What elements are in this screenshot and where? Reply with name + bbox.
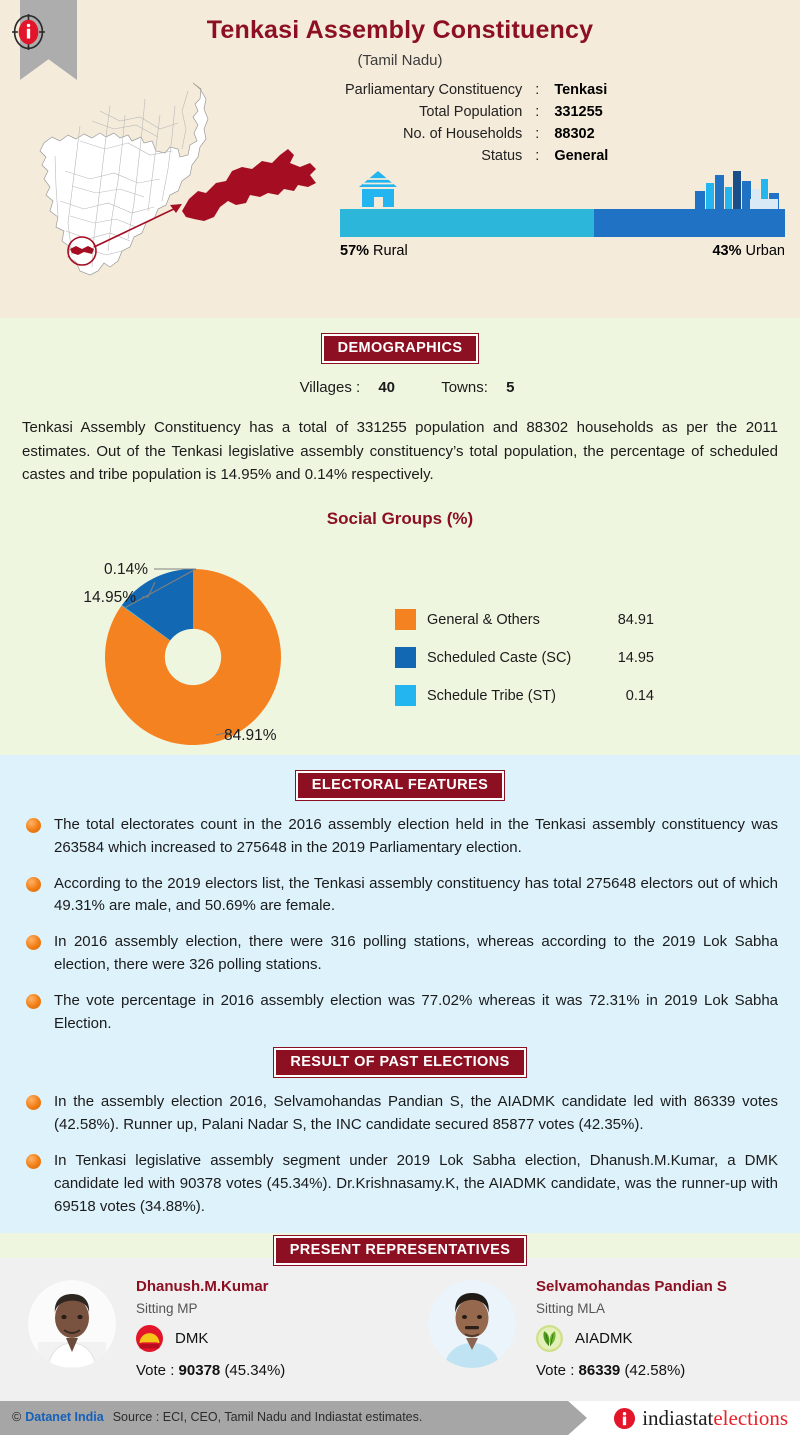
- tamil-nadu-map-svg: [10, 71, 330, 286]
- fact-row: [345, 123, 608, 145]
- info-marker-icon: [12, 14, 45, 50]
- footer-credits: [12, 1410, 422, 1424]
- house-icon: [350, 169, 406, 209]
- party-name: DMK: [175, 1330, 209, 1347]
- list-item: [22, 814, 778, 860]
- facts-table: [345, 79, 795, 167]
- donut-chart-svg: [28, 535, 368, 763]
- villages-towns-row: [0, 379, 800, 396]
- page-title: Tenkasi Assembly Constituency: [206, 16, 594, 44]
- demographics-paragraph: Tenkasi Assembly Constituency has a total of 331255 population and 88302 households as per the 2011 estimates. Out of the Tenkasi legislative assembly constituency’s total population, the percentage of scheduled castes and tribe population is 14.95% and 0.14% respectively.: [22, 419, 778, 484]
- rural-label: 57% Rural: [340, 243, 408, 259]
- representative-name: Dhanush.M.Kumar: [136, 1278, 269, 1295]
- representative-name: Selvamohandas Pandian S: [536, 1278, 727, 1295]
- legend-swatch-st: [395, 685, 416, 706]
- list-item: [22, 1091, 778, 1137]
- representative-vote: Vote : 86339 (42.58%): [536, 1362, 686, 1379]
- bullet-dot-icon: [26, 935, 41, 950]
- two-leaves-symbol-icon: [536, 1325, 563, 1352]
- fact-row: [345, 101, 608, 123]
- villages-stat: Villages : 40: [299, 379, 396, 396]
- bullet-dot-icon: [26, 1154, 41, 1169]
- social-groups-chart: [0, 529, 800, 764]
- page-subtitle: (Tamil Nadu): [357, 52, 443, 69]
- representative-card-mla: [400, 1276, 800, 1379]
- fact-row: [345, 79, 608, 101]
- list-item: [22, 1150, 778, 1218]
- footer-arrow-shape: [545, 1401, 587, 1435]
- indiastat-info-icon: [613, 1407, 636, 1430]
- fact-colon: :: [535, 104, 540, 120]
- legend-swatch-general: [395, 609, 416, 630]
- donut-callout-label: 14.95%: [83, 589, 136, 607]
- representative-card-mp: [0, 1276, 400, 1379]
- fact-colon: :: [535, 126, 540, 142]
- avatar: [428, 1280, 516, 1368]
- legend-swatch-sc: [395, 647, 416, 668]
- list-item-text: In the assembly election 2016, Selvamohandas Pandian S, the AIADMK candidate led with 86339 votes (42.58%). Runner up, Palani Nadar S, the INC candidate secured 85877 votes (42.35%).: [54, 1093, 778, 1134]
- party-name: AIADMK: [575, 1330, 633, 1347]
- chart-legend: [395, 609, 654, 723]
- fact-label: Status: [481, 148, 523, 164]
- rural-urban-chart: [340, 169, 785, 259]
- cityscape-icon: [693, 169, 781, 209]
- logo-text-elections: elections: [713, 1406, 788, 1430]
- electoral-section: [0, 755, 800, 1233]
- demographics-section: [0, 318, 800, 755]
- fact-label: Parliamentary Constituency: [345, 82, 523, 98]
- legend-value: 0.14: [625, 687, 654, 704]
- fact-colon: :: [535, 82, 540, 98]
- fact-label: No. of Households: [403, 126, 523, 142]
- donut-callout-label: 84.91%: [224, 727, 277, 745]
- demographics-banner: DEMOGRAPHICS: [322, 334, 479, 363]
- towns-stat: Towns: 5: [441, 379, 515, 396]
- legend-item: [395, 609, 654, 630]
- urban-label: 43% Urban: [712, 243, 785, 259]
- portrait-dhanush-m-kumar: [28, 1280, 116, 1368]
- title-block: [0, 0, 800, 69]
- footer: [0, 1401, 800, 1435]
- donut-chart: [28, 535, 368, 768]
- legend-value: 84.91: [617, 611, 654, 628]
- rural-urban-bar: [340, 209, 785, 237]
- bullet-dot-icon: [26, 994, 41, 1009]
- past-results-list: [22, 1091, 778, 1218]
- tamil-nadu-outline: [40, 83, 208, 275]
- copyright-symbol: ©: [12, 1410, 22, 1424]
- portrait-selvamohandas-pandian-s: [428, 1280, 516, 1368]
- list-item-text: The vote percentage in 2016 assembly election was 77.02% whereas it was 72.31% in 2019 Lok Sabha Election.: [54, 991, 778, 1032]
- urban-bar-segment: [594, 209, 785, 237]
- representative-role: Sitting MLA: [536, 1301, 606, 1316]
- fact-label: Total Population: [419, 104, 523, 120]
- list-item: [22, 931, 778, 977]
- rising-sun-symbol-icon: [136, 1325, 163, 1352]
- bullet-dot-icon: [26, 1095, 41, 1110]
- legend-item: [395, 647, 654, 668]
- past-results-banner: RESULT OF PAST ELECTIONS: [274, 1048, 525, 1077]
- fact-value: 88302: [554, 126, 595, 142]
- legend-value: 14.95: [617, 649, 654, 666]
- indiastat-logo[interactable]: [613, 1406, 788, 1431]
- legend-label: Schedule Tribe (ST): [427, 687, 556, 704]
- state-map: [10, 71, 330, 286]
- footer-source: Source : ECI, CEO, Tamil Nadu and Indiastat estimates.: [112, 1410, 423, 1424]
- avatar: [28, 1280, 116, 1368]
- electoral-features-banner: ELECTORAL FEATURES: [296, 771, 504, 800]
- list-item: [22, 990, 778, 1036]
- legend-label: General & Others: [427, 611, 540, 628]
- footer-brand[interactable]: Datanet India: [25, 1410, 104, 1424]
- list-item-text: In Tenkasi legislative assembly segment under 2019 Lok Sabha election, Dhanush.M.Kumar, a DMK candidate led with 90378 votes (45.34%). Dr.Krishnasamy.K, the AIADMK candidate, was the runner-up with 69518 votes (34.88%).: [54, 1151, 778, 1215]
- legend-label: Scheduled Caste (SC): [427, 649, 572, 666]
- rural-bar-segment: [340, 209, 594, 237]
- electoral-features-list: [22, 814, 778, 1035]
- tenkasi-constituency-shape: [182, 149, 316, 221]
- bullet-dot-icon: [26, 818, 41, 833]
- header-section: [0, 0, 800, 318]
- fact-value: General: [554, 148, 609, 164]
- list-item-text: The total electorates count in the 2016 assembly election held in the Tenkasi assembly constituency was 263584 which increased to 275648 in the 2019 Parliamentary election.: [54, 816, 778, 856]
- fact-value: Tenkasi: [554, 82, 608, 98]
- fact-value: 331255: [554, 104, 603, 120]
- representative-role: Sitting MP: [136, 1301, 198, 1316]
- chart-title: Social Groups (%): [326, 509, 474, 529]
- bullet-dot-icon: [26, 877, 41, 892]
- list-item-text: According to the 2019 electors list, the Tenkasi assembly constituency has total 275648 electors out of which 49.31% are male, and 50.69% are female.: [54, 874, 778, 915]
- list-item-text: In 2016 assembly election, there were 316 polling stations, whereas according to the 2019 Lok Sabha election, there were 326 polling stations.: [54, 933, 778, 973]
- logo-text-indiastat: indiastat: [642, 1406, 714, 1430]
- list-item: [22, 873, 778, 919]
- fact-colon: :: [535, 148, 540, 164]
- donut-callout-label: 0.14%: [104, 561, 148, 579]
- legend-item: [395, 685, 654, 706]
- fact-row: [345, 145, 608, 167]
- representatives-section: [0, 1242, 800, 1401]
- representative-vote: Vote : 90378 (45.34%): [136, 1362, 286, 1379]
- representatives-banner: PRESENT REPRESENTATIVES: [274, 1236, 527, 1265]
